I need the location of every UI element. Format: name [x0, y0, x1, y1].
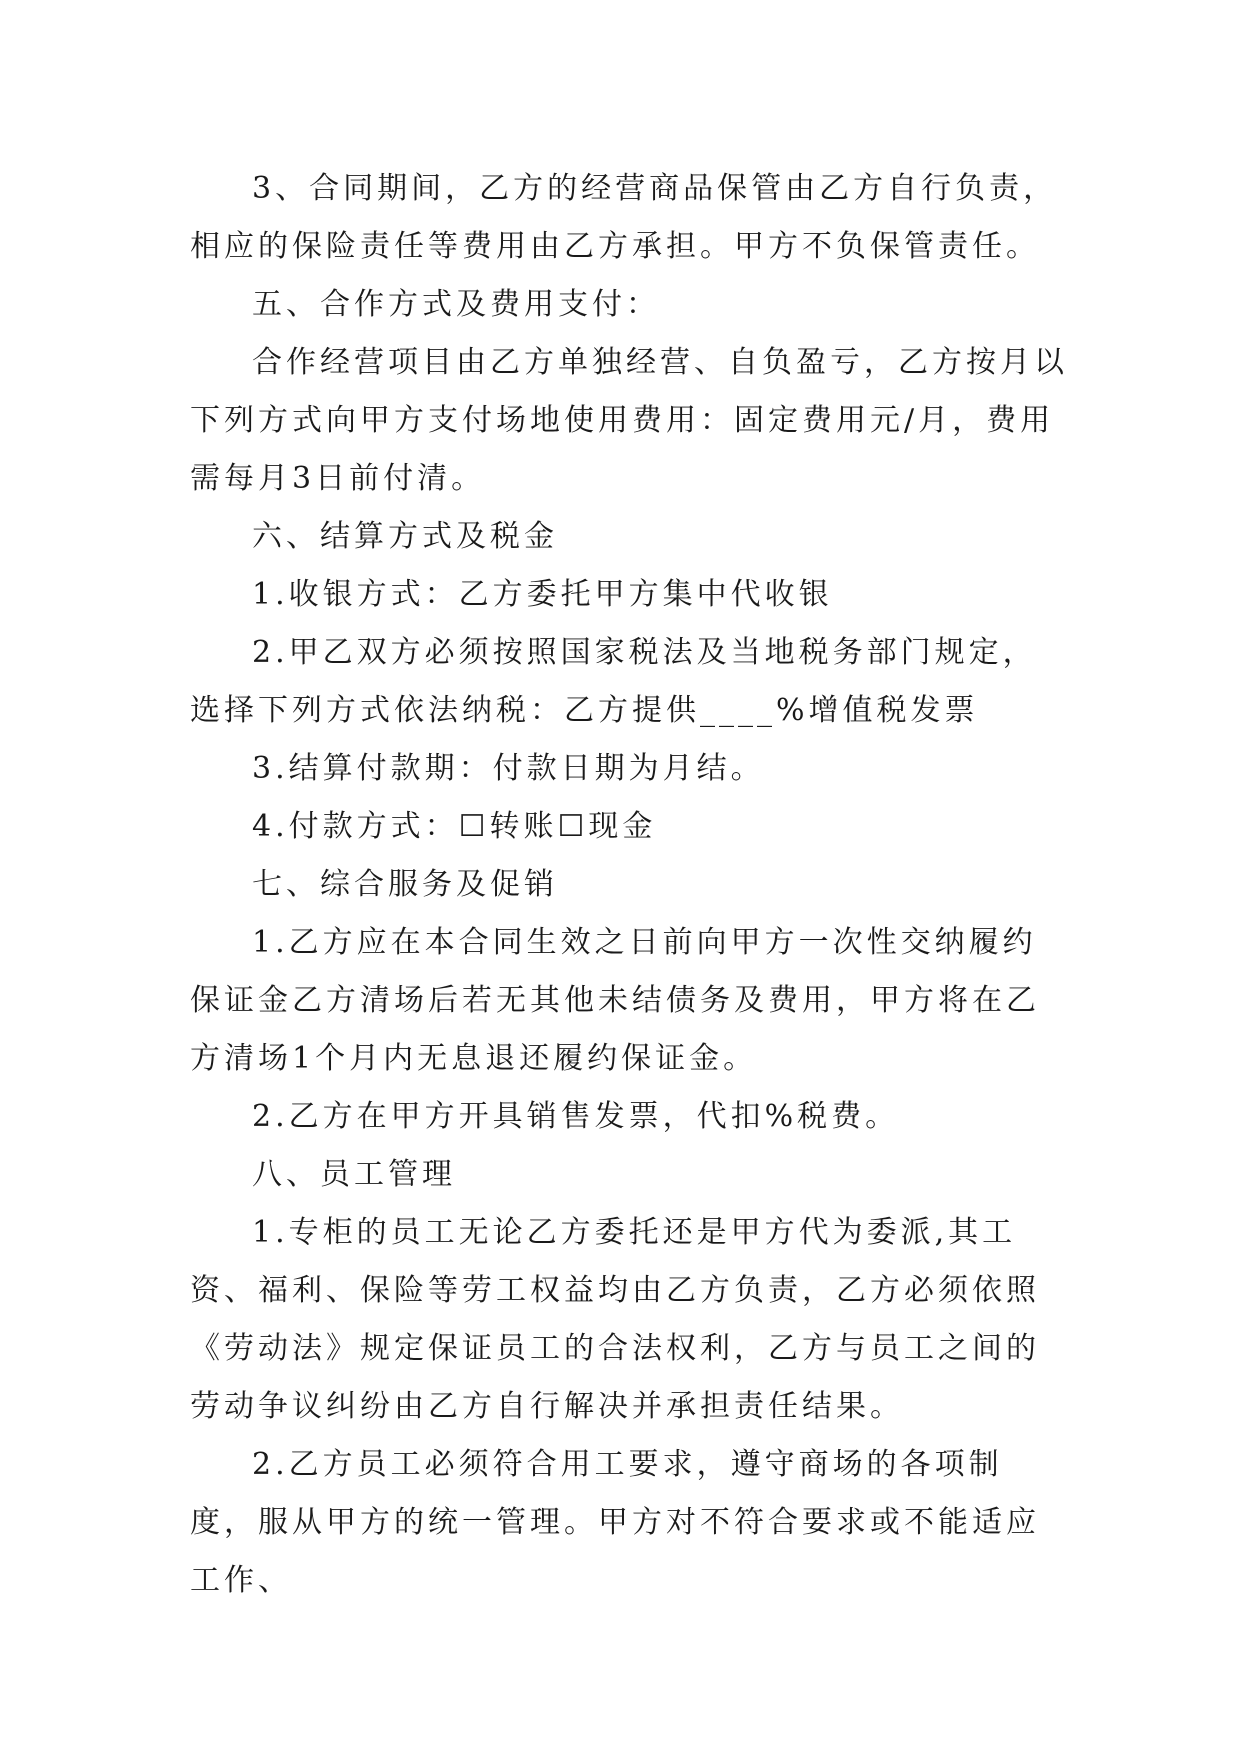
- document-body: [190, 160, 1070, 1610]
- paragraph-tax-invoice: 2.甲乙双方必须按照国家税法及当地税务部门规定，选择下列方式依法纳税：乙方提供____%增值税发票: [190, 635, 1037, 728]
- paragraph-venue-fee: 合作经营项目由乙方单独经营、自负盈亏，乙方按月以下列方式向甲方支付场地使用费用：固定费用元/月，费用需每月3日前付清。: [190, 345, 1068, 496]
- paragraph-cashier-method: 1.收银方式：乙方委托甲方集中代收银: [252, 577, 833, 612]
- paragraph-payment-method: 4.付款方式：☐转账☐现金: [252, 809, 657, 844]
- paragraph-performance-deposit: 1.乙方应在本合同生效之日前向甲方一次性交纳履约保证金乙方清场后若无其他未结债务及费用，甲方将在乙方清场1个月内无息退还履约保证金。: [190, 925, 1040, 1076]
- heading-services-promotion: 七、综合服务及促销: [252, 867, 558, 902]
- paragraph-sales-invoice: 2.乙方在甲方开具销售发票，代扣%税费。: [252, 1099, 900, 1134]
- paragraph-storage-responsibility: 3、合同期间，乙方的经营商品保管由乙方自行负责，相应的保险责任等费用由乙方承担。甲方不负保管责任。: [190, 171, 1058, 264]
- heading-staff-management: 八、员工管理: [252, 1157, 456, 1192]
- paragraph-staff-welfare: 1.专柜的员工无论乙方委托还是甲方代为委派,其工资、福利、保险等劳工权益均由乙方负责，乙方必须依照《劳动法》规定保证员工的合法权利，乙方与员工之间的劳动争议纠纷由乙方自行解决并承担责任结果。: [190, 1215, 1040, 1424]
- heading-settlement-tax: 六、结算方式及税金: [252, 519, 558, 554]
- paragraph-settlement-period: 3.结算付款期：付款日期为月结。: [252, 751, 765, 786]
- heading-cooperation-payment: 五、合作方式及费用支付：: [252, 287, 660, 322]
- paragraph-staff-requirements: 2.乙方员工必须符合用工要求，遵守商场的各项制度，服从甲方的统一管理。甲方对不符合要求或不能适应工作、: [190, 1447, 1040, 1598]
